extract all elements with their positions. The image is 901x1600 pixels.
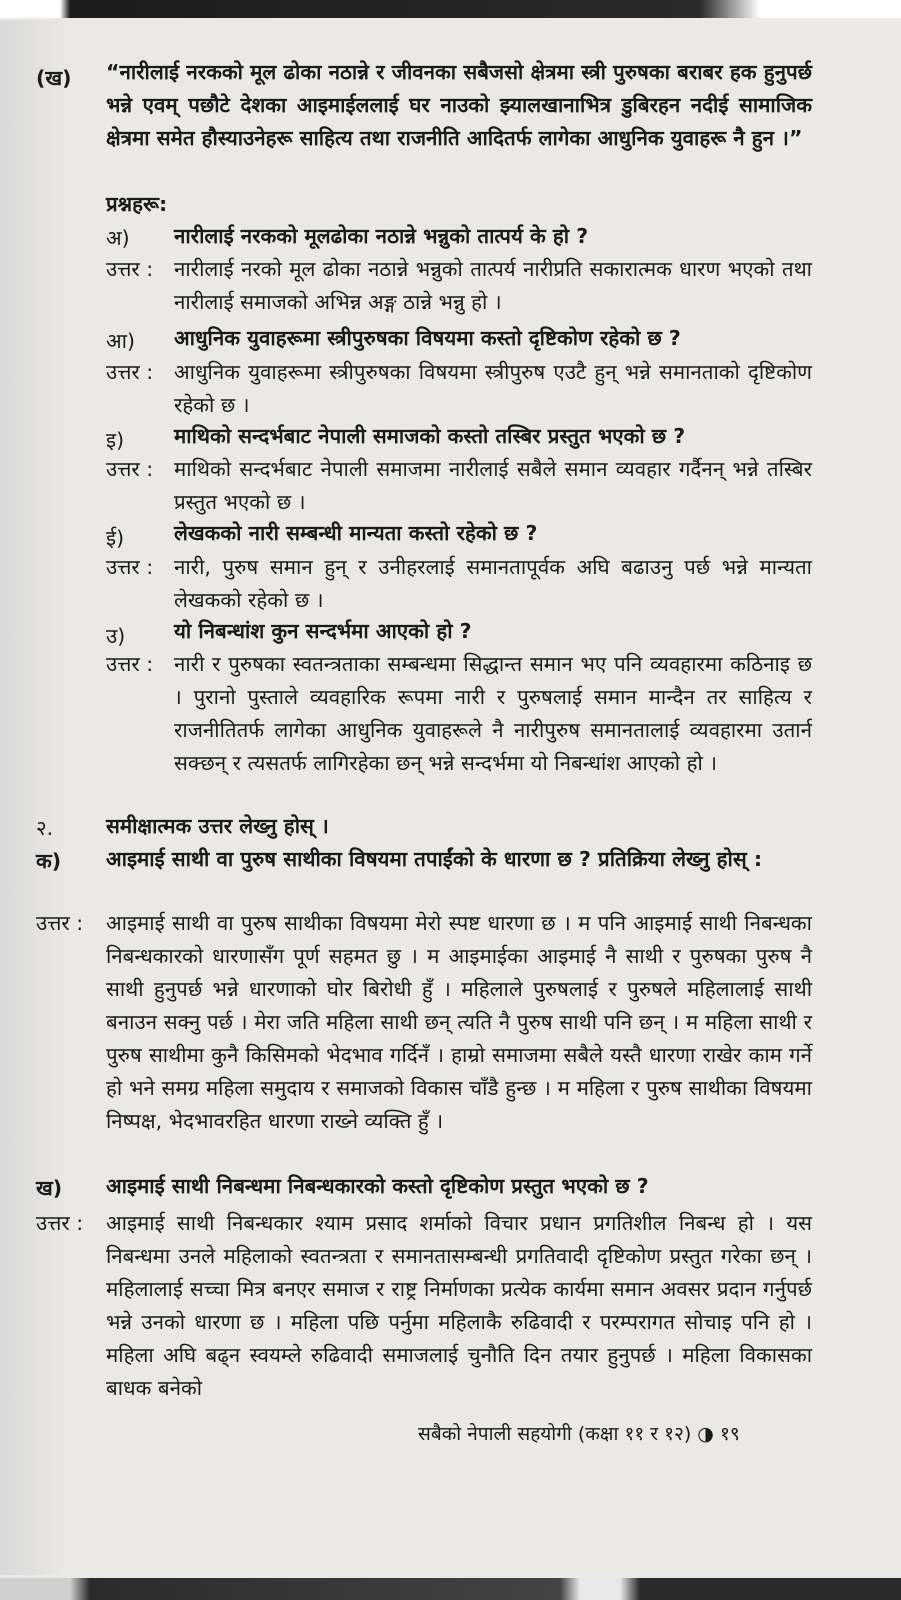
answer-label: उत्तर : [106, 360, 154, 384]
page-number: १९ [719, 1423, 740, 1445]
book-title: सबैको नेपाली सहयोगी (कक्षा ११ र १२) [418, 1423, 692, 1445]
answer-text: नारी र पुरुषका स्वतन्त्रताका सम्बन्धमा सिद्धान्त समान भए पनि व्यवहारमा कठिनाइ छ । पुरानो पुस्ताले व्यवहारिक रूपमा नारी र पुरुषलाई समान मान्दैन तर साहित्य र राजनीतितर्फ लागेका आधुनिक युवाहरूले नै नारीपुरुष समानतालाई व्यवहारमा उतार्न सक्छन् र त्यसतर्फ लागिरहेका छन् भन्ने सन्दर्भमा यो निबन्धांश आएको हो । [174, 652, 812, 775]
question-text: नारीलाई नरकको मूलढोका नठान्ने भन्नुको तात्पर्य के हो ? [174, 224, 589, 248]
answer-label: उत्तर : [106, 555, 154, 579]
section-title: समीक्षात्मक उत्तर लेख्नु होस् । [106, 814, 329, 838]
passage-label: (ख) [36, 66, 72, 90]
answer-text: नारी, पुरुष समान हुन् र उनीहरलाई समानतापूर्वक अघि बढाउनु पर्छ भन्ने मान्यता लेखकको रहेको छ । [174, 555, 812, 612]
answer-text: आधुनिक युवाहरूमा स्त्रीपुरुषका विषयमा स्त्रीपुरुष एउटै हुन् भन्ने समानताको दृष्टिकोण रहेको छ । [174, 360, 812, 417]
question-number: उ) [106, 624, 126, 648]
answer-label: उत्तर : [36, 911, 84, 935]
answer-label: उत्तर : [106, 652, 154, 676]
question-number: इ) [106, 428, 125, 452]
scan-bottom-edge [0, 1578, 901, 1600]
question-number: आ) [106, 329, 135, 353]
page-footer [418, 1420, 740, 1446]
question-text: आधुनिक युवाहरूमा स्त्रीपुरुषका विषयमा कस्तो दृष्टिकोण रहेको छ ? [174, 326, 681, 350]
answer-text: माथिको सन्दर्भबाट नेपाली समाजमा नारीलाई सबैले समान व्यवहार गर्दैनन् भन्ने तस्बिर प्रस्तुत भएको छ । [174, 457, 812, 514]
passage-text: “नारीलाई नरकको मूल ढोका नठान्ने र जीवनका सबैजसो क्षेत्रमा स्त्री पुरुषका बराबर हक हुनुपर्छ भन्ने एवम् पछौटे देशका आइमाईललाई घर नाउको झ्यालखानाभित्र डुबिरहन नदीई सामाजिक क्षेत्रमा समेत हौस्याउनेहरू साहित्य तथा राजनीति आदितर्फ लागेका आधुनिक युवाहरू नै हुन ।” [106, 60, 812, 150]
questions-heading: प्रश्नहरू: [106, 192, 168, 216]
answer-label: उत्तर : [106, 257, 154, 281]
answer-text: आइमाई साथी निबन्धकार श्याम प्रसाद शर्माको विचार प्रधान प्रगतिशील निबन्ध हो । यस निबन्धमा उनले महिलाको स्वतन्त्रता र समानतासम्बन्धी प्रगतिवादी दृष्टिकोण प्रस्तुत गरेका छन् । महिलालाई सच्चा मित्र बनएर समाज र राष्ट्र निर्माणका प्रत्येक कार्यमा समान अवसर प्रदान गर्नुपर्छ भन्ने उनको धारणा छ । महिला पछि पर्नुमा महिलाकै रुढिवादी र परम्परागत सोचाइ पनि हो । महिला अघि बढ्न स्वयम्ले रुढिवादी समाजलाई चुनौति दिन तयार हुनुपर्छ । महिला विकासका बाधक बनेको [106, 1211, 812, 1400]
question-text: माथिको सन्दर्भबाट नेपाली समाजको कस्तो तस्बिर प्रस्तुत भएको छ ? [174, 424, 686, 448]
question-text: लेखकको नारी सम्बन्धी मान्यता कस्तो रहेको छ ? [174, 521, 538, 545]
item-number: ख) [36, 1176, 63, 1200]
question-number: अ) [106, 226, 130, 250]
answer-text: आइमाई साथी वा पुरुष साथीका विषयमा मेरो स्पष्ट धारणा छ । म पनि आइमाई साथी निबन्धका निबन्धकारको धारणासँग पूर्ण सहमत छु । म आइमाईका आइमाई नै साथी र पुरुषका पुरुष नै साथी हुनुपर्छ भन्ने धारणाको घोर बिरोधी हुँ । महिलाले पुरुषलाई र पुरुषले महिलालाई साथी बनाउन सक्नु पर्छ । मेरा जति महिला साथी छन् त्यति नै पुरुष साथी पनि छन् । म महिला साथी र पुरुष साथीमा कुनै किसिमको भेदभाव गर्दिनँ । हाम्रो समाजमा सबैले यस्तै धारणा राखेर काम गर्ने हो भने समग्र महिला समुदाय र समाजको विकास चाँडै हुन्छ । म महिला र पुरुष साथीका विषयमा निष्पक्ष, भेदभावरहित धारणा राख्ने व्यक्ति हुँ । [106, 911, 812, 1133]
item-number: क) [36, 849, 62, 873]
question-text: यो निबन्धांश कुन सन्दर्भमा आएको हो ? [174, 619, 472, 643]
answer-label: उत्तर : [106, 457, 154, 481]
item-question: आइमाई साथी निबन्धमा निबन्धकारको कस्तो दृष्टिकोण प्रस्तुत भएको छ ? [106, 1174, 649, 1198]
answer-label: उत्तर : [36, 1211, 84, 1235]
question-number: ई) [106, 526, 125, 550]
section-number: २. [36, 816, 54, 840]
footer-separator-icon: ◑ [697, 1423, 714, 1445]
item-question: आइमाई साथी वा पुरुष साथीका विषयमा तपाईंको के धारणा छ ? प्रतिक्रिया लेख्नु होस् : [106, 847, 763, 871]
answer-text: नारीलाई नरको मूल ढोका नठान्ने भन्नुको तात्पर्य नारीप्रति सकारात्मक धारण भएको तथा नारीलाई समाजको अभिन्न अङ्ग ठान्ने भन्नु हो । [174, 257, 812, 314]
